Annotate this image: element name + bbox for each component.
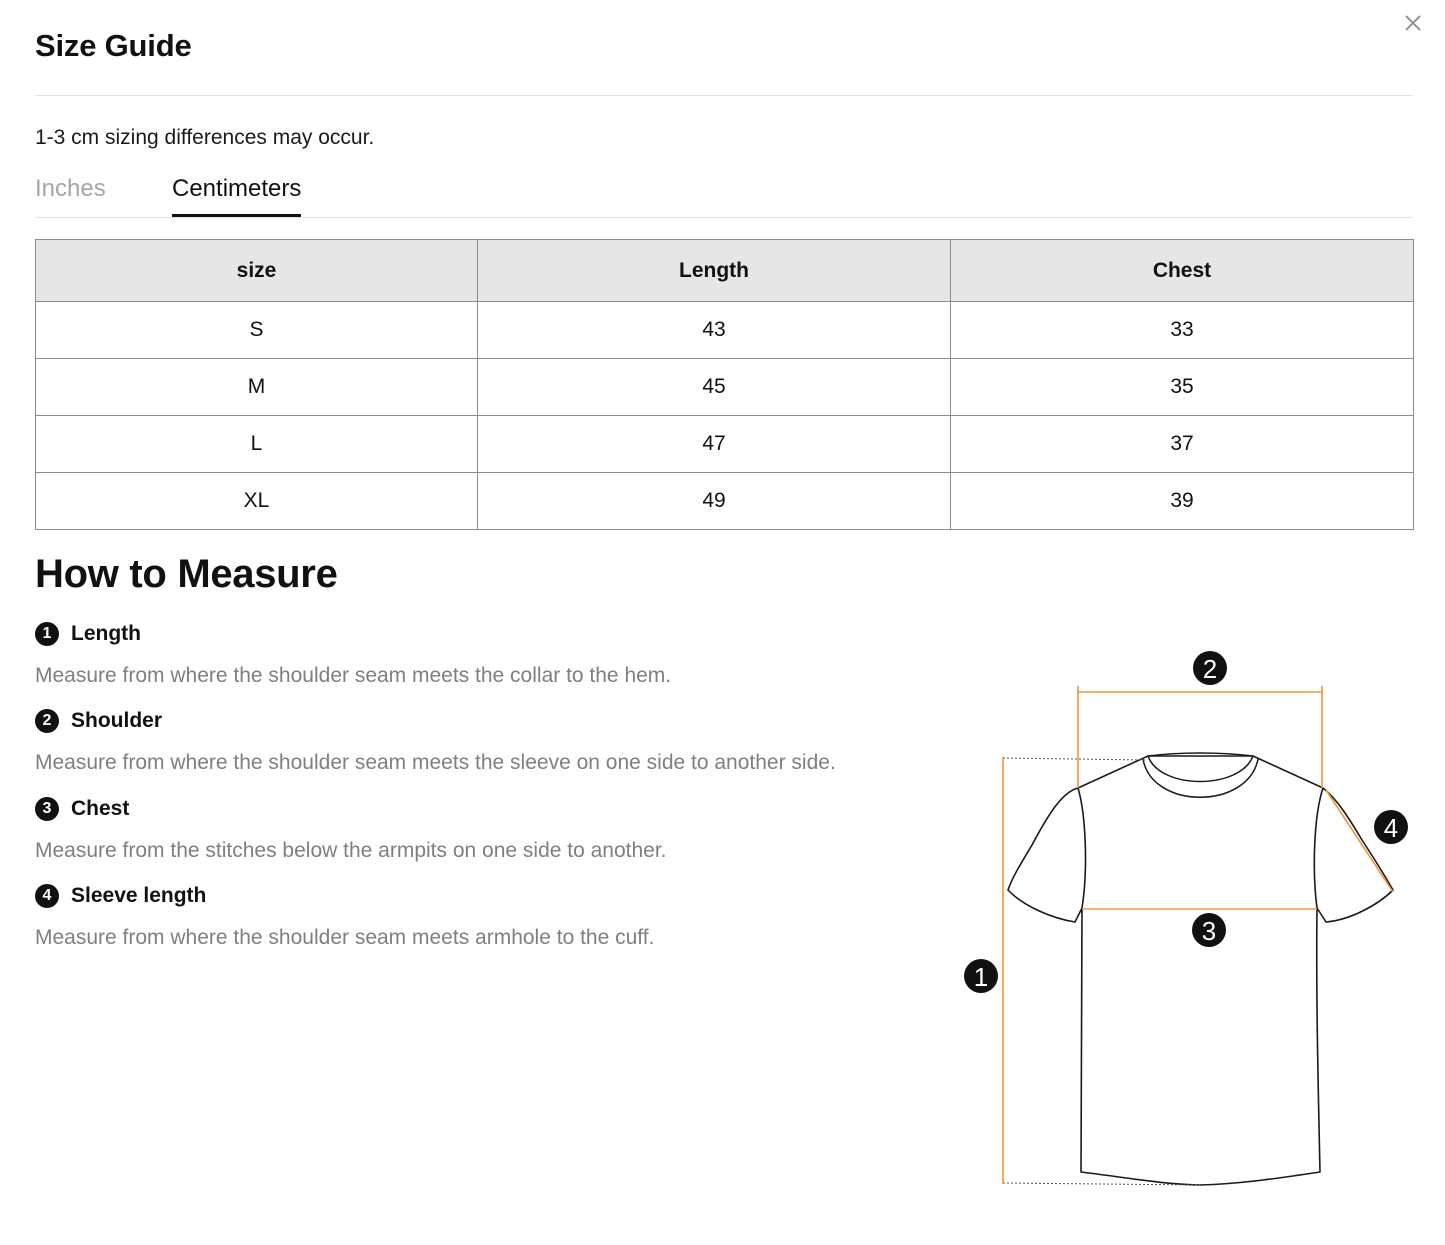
measure-description: Measure from the stitches below the armpits on one side to another. xyxy=(35,839,667,862)
modal-title: Size Guide xyxy=(35,28,192,63)
cell-chest: 33 xyxy=(951,302,1414,359)
unit-tabs xyxy=(35,170,1413,218)
cell-length: 47 xyxy=(478,416,951,473)
cell-size: S xyxy=(36,302,478,359)
table-row xyxy=(36,359,1414,416)
number-1-icon: 1 xyxy=(35,622,59,646)
marker-2-icon xyxy=(1193,651,1227,685)
measure-label: Length xyxy=(71,622,141,645)
how-to-measure-title: How to Measure xyxy=(35,552,338,596)
cell-length: 45 xyxy=(478,359,951,416)
measure-label: Sleeve length xyxy=(71,884,207,907)
table-row xyxy=(36,473,1414,530)
cell-size: L xyxy=(36,416,478,473)
table-row xyxy=(36,302,1414,359)
column-header-size: size xyxy=(36,240,478,302)
measure-item-chest xyxy=(35,795,667,863)
cell-chest: 39 xyxy=(951,473,1414,530)
marker-3-icon xyxy=(1192,913,1226,947)
svg-text:1: 1 xyxy=(973,962,989,992)
cell-length: 49 xyxy=(478,473,951,530)
measure-label: Chest xyxy=(71,797,130,820)
number-3-icon: 3 xyxy=(35,797,59,821)
cell-size: XL xyxy=(36,473,478,530)
measure-item-sleeve-length xyxy=(35,882,654,950)
close-button[interactable] xyxy=(1400,10,1426,36)
measure-item-length xyxy=(35,620,671,688)
measure-description: Measure from where the shoulder seam meets armhole to the cuff. xyxy=(35,926,655,949)
table-header-row xyxy=(36,240,1414,302)
sizing-note: 1-3 cm sizing differences may occur. xyxy=(35,126,375,149)
title-divider xyxy=(35,95,1413,96)
number-2-icon: 2 xyxy=(35,709,59,733)
marker-4-icon xyxy=(1374,810,1408,844)
measure-description: Measure from where the shoulder seam meets the sleeve on one side to another side. xyxy=(35,751,836,774)
cell-chest: 37 xyxy=(951,416,1414,473)
svg-text:2: 2 xyxy=(1202,654,1218,684)
column-header-chest: Chest xyxy=(951,240,1414,302)
tab-inches[interactable]: Inches xyxy=(35,175,106,202)
cell-length: 43 xyxy=(478,302,951,359)
number-4-icon: 4 xyxy=(35,884,59,908)
table-row xyxy=(36,416,1414,473)
close-icon xyxy=(1400,10,1426,36)
measure-item-shoulder xyxy=(35,707,836,775)
cell-chest: 35 xyxy=(951,359,1414,416)
measure-label: Shoulder xyxy=(71,709,163,732)
column-header-length: Length xyxy=(478,240,951,302)
cell-size: M xyxy=(36,359,478,416)
tshirt-outline xyxy=(1008,756,1393,1185)
svg-text:3: 3 xyxy=(1201,916,1217,946)
size-table xyxy=(35,239,1414,530)
measure-description: Measure from where the shoulder seam meets the collar to the hem. xyxy=(35,664,672,687)
tshirt-measurement-diagram xyxy=(950,640,1420,1200)
marker-1-icon xyxy=(964,959,998,993)
tab-centimeters[interactable]: Centimeters xyxy=(172,170,301,217)
svg-text:4: 4 xyxy=(1383,813,1399,843)
